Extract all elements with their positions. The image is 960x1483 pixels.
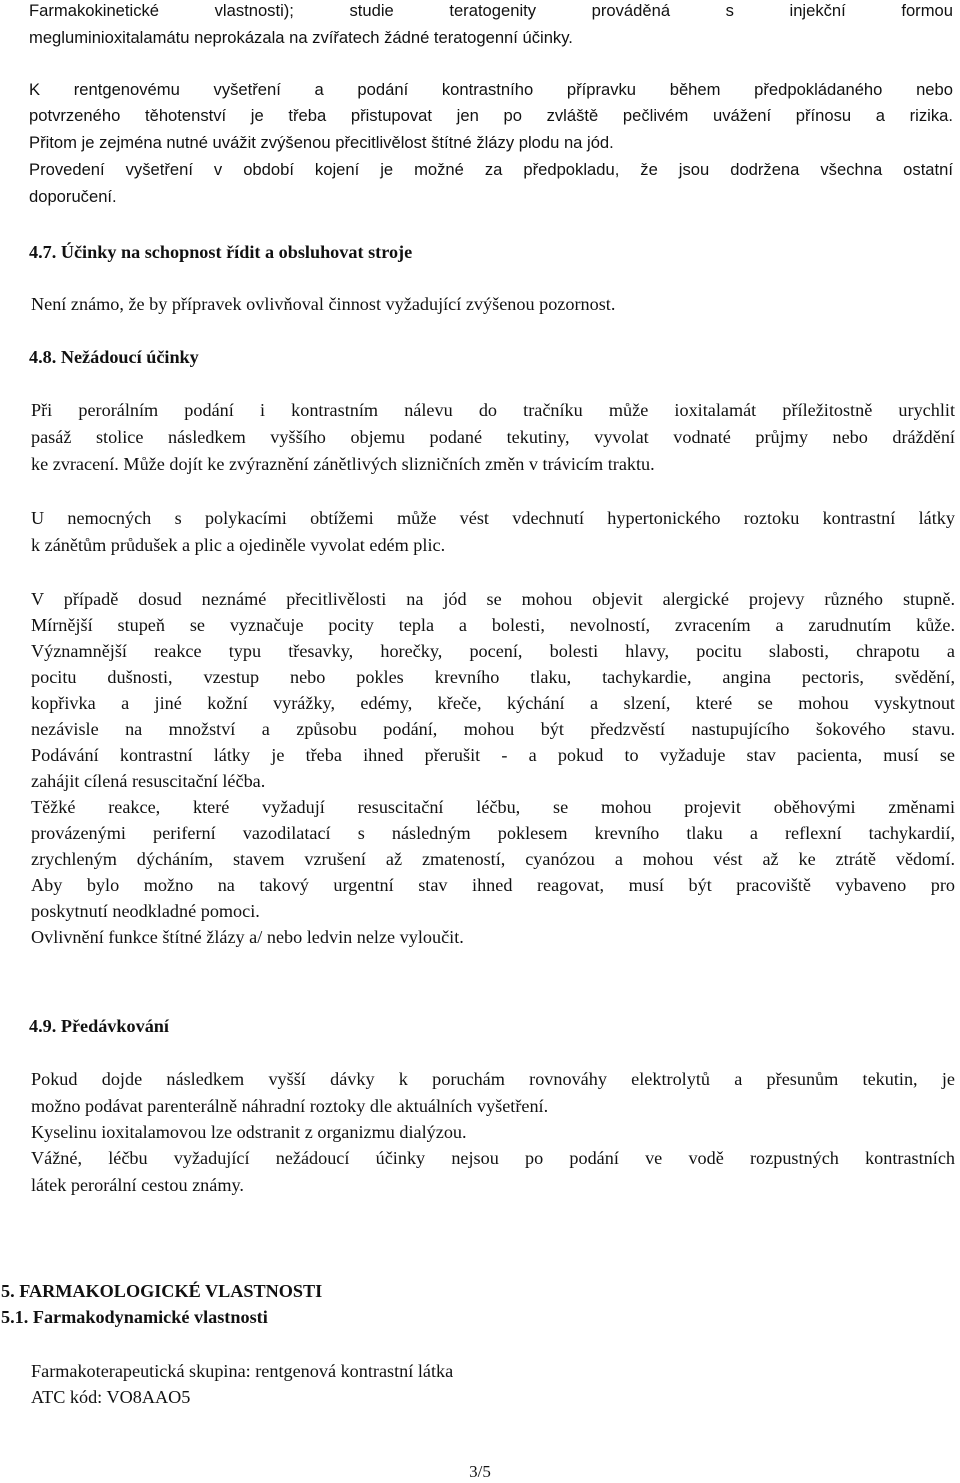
text-line: poskytnutí neodkladné pomoci.	[31, 901, 260, 921]
section-heading	[29, 239, 953, 265]
subsection-heading: 5.1. Farmakodynamické vlastnosti	[1, 1307, 268, 1327]
pharmacotherapeutic-group: Farmakoterapeutická skupina: rentgenová kontrastní látka	[31, 1361, 454, 1381]
text-line: potvrzeného těhotenství je třeba přistupovat jen po zvláště pečlivém uvážení přínosu a rizika.	[29, 106, 953, 125]
text-line: Vážné, léčbu vyžadující nežádoucí účinky nejsou po podání ve vodě rozpustných kontrastních	[31, 1148, 955, 1168]
text-line: pocitu dušnosti, vzestup nebo pokles krevního tlaku, tachykardie, angina pectoris, svědění,	[31, 667, 955, 687]
page-number: 3/5	[469, 1462, 491, 1481]
text-line: provázenými periferní vazodilatací s následným poklesem krevního tlaku a reflexní tachykardií,	[31, 823, 955, 843]
text-line: Těžké reakce, které vyžadují resuscitační léčbu, se mohou projevit oběhovými změnami	[31, 797, 955, 817]
text-line: doporučení.	[29, 187, 117, 206]
atc-code: ATC kód: VO8AAO5	[31, 1387, 191, 1407]
section-number: 4.9.	[29, 1016, 57, 1036]
text-line: Pokud dojde následkem vyšší dávky k poruchám rovnováhy elektrolytů a přesunům tekutin, je	[31, 1069, 955, 1089]
text-line: ke zvracení. Může dojít ke zvýraznění zánětlivých slizničních změn v trávicím traktu.	[31, 454, 655, 474]
text-line: nezávisle na množství a způsobu podání, mohou být předzvěstí nastupujícího šokového stavu.	[31, 719, 955, 739]
text-line: K rentgenovému vyšetření a podání kontrastního přípravku během předpokládaného nebo	[29, 80, 953, 99]
section-title: Předávkování	[60, 1016, 169, 1036]
text-line: kopřivka a jiné kožní vyrážky, edémy, křeče, kýchání a slzení, které se mohou vyskytnout	[31, 693, 955, 713]
text-line: zrychleným dýcháním, stavem vzrušení až zmateností, cyanózou a mohou vést až ke ztrátě vědomí.	[31, 849, 955, 869]
text-line: Podávání kontrastní látky je třeba ihned přerušit - a pokud to vyžaduje stav pacienta, musí se	[31, 745, 955, 765]
section-number: 4.8.	[29, 347, 57, 367]
text-line: Farmakokinetické vlastnosti); studie teratogenity prováděná s injekční formou	[29, 1, 953, 20]
text-line: k zánětům průdušek a plic a ojediněle vyvolat edém plic.	[31, 535, 446, 555]
text-line: Přitom je zejména nutné uvážit zvýšenou přecitlivělost štítné žlázy plodu na jód.	[29, 133, 614, 152]
section-title: Účinky na schopnost řídit a obsluhovat stroje	[60, 242, 413, 262]
text-line: Ovlivnění funkce štítné žlázy a/ nebo ledvin nelze vyloučit.	[31, 927, 464, 947]
text-line: megluminioxitalamátu neprokázala na zvířatech žádné teratogenní účinky.	[29, 28, 573, 47]
text-line: možno podávat parenterálně náhradní roztoky dle aktuálních vyšetření.	[31, 1096, 549, 1116]
text-line: Mírnější stupeň se vyznačuje pocity tepla a bolesti, nevolností, zvracením a zarudnutím kůže.	[31, 615, 955, 635]
section-title: Nežádoucí účinky	[60, 347, 199, 367]
text-line: V případě dosud neznámé přecitlivělosti na jód se mohou objevit alergické projevy různého stupně.	[31, 589, 955, 609]
paragraph: Není známo, že by přípravek ovlivňoval činnost vyžadující zvýšenou pozornost.	[31, 294, 616, 314]
text-line: zahájit cílená resuscitační léčba.	[31, 771, 266, 791]
text-line: látek perorální cestou známy.	[31, 1175, 244, 1195]
section-number: 4.7.	[29, 242, 57, 262]
text-line: pasáž stolice následkem vyššího objemu podané tekutiny, vyvolat vodnaté průjmy nebo dráždění	[31, 427, 955, 447]
section-heading	[29, 1013, 953, 1039]
text-line: U nemocných s polykacími obtížemi může vést vdechnutí hypertonického roztoku kontrastní látky	[31, 508, 955, 528]
section-heading	[29, 344, 953, 370]
text-line: Významnější reakce typu třesavky, horečky, pocení, bolesti hlavy, pocitu slabosti, chrapotu a	[31, 641, 955, 661]
text-line: Při perorálním podání i kontrastním nálevu do tračníku může ioxitalamát příležitostně urychlit	[31, 400, 955, 420]
text-line: Provedení vyšetření v období kojení je možné za předpokladu, že jsou dodržena všechna ostatní	[29, 160, 953, 179]
chapter-heading: 5. FARMAKOLOGICKÉ VLASTNOSTI	[1, 1281, 323, 1301]
text-line: Kyselinu ioxitalamovou lze odstranit z organizmu dialýzou.	[31, 1122, 467, 1142]
text-line: Aby bylo možno na takový urgentní stav ihned reagovat, musí být pracoviště vybaveno pro	[31, 875, 955, 895]
